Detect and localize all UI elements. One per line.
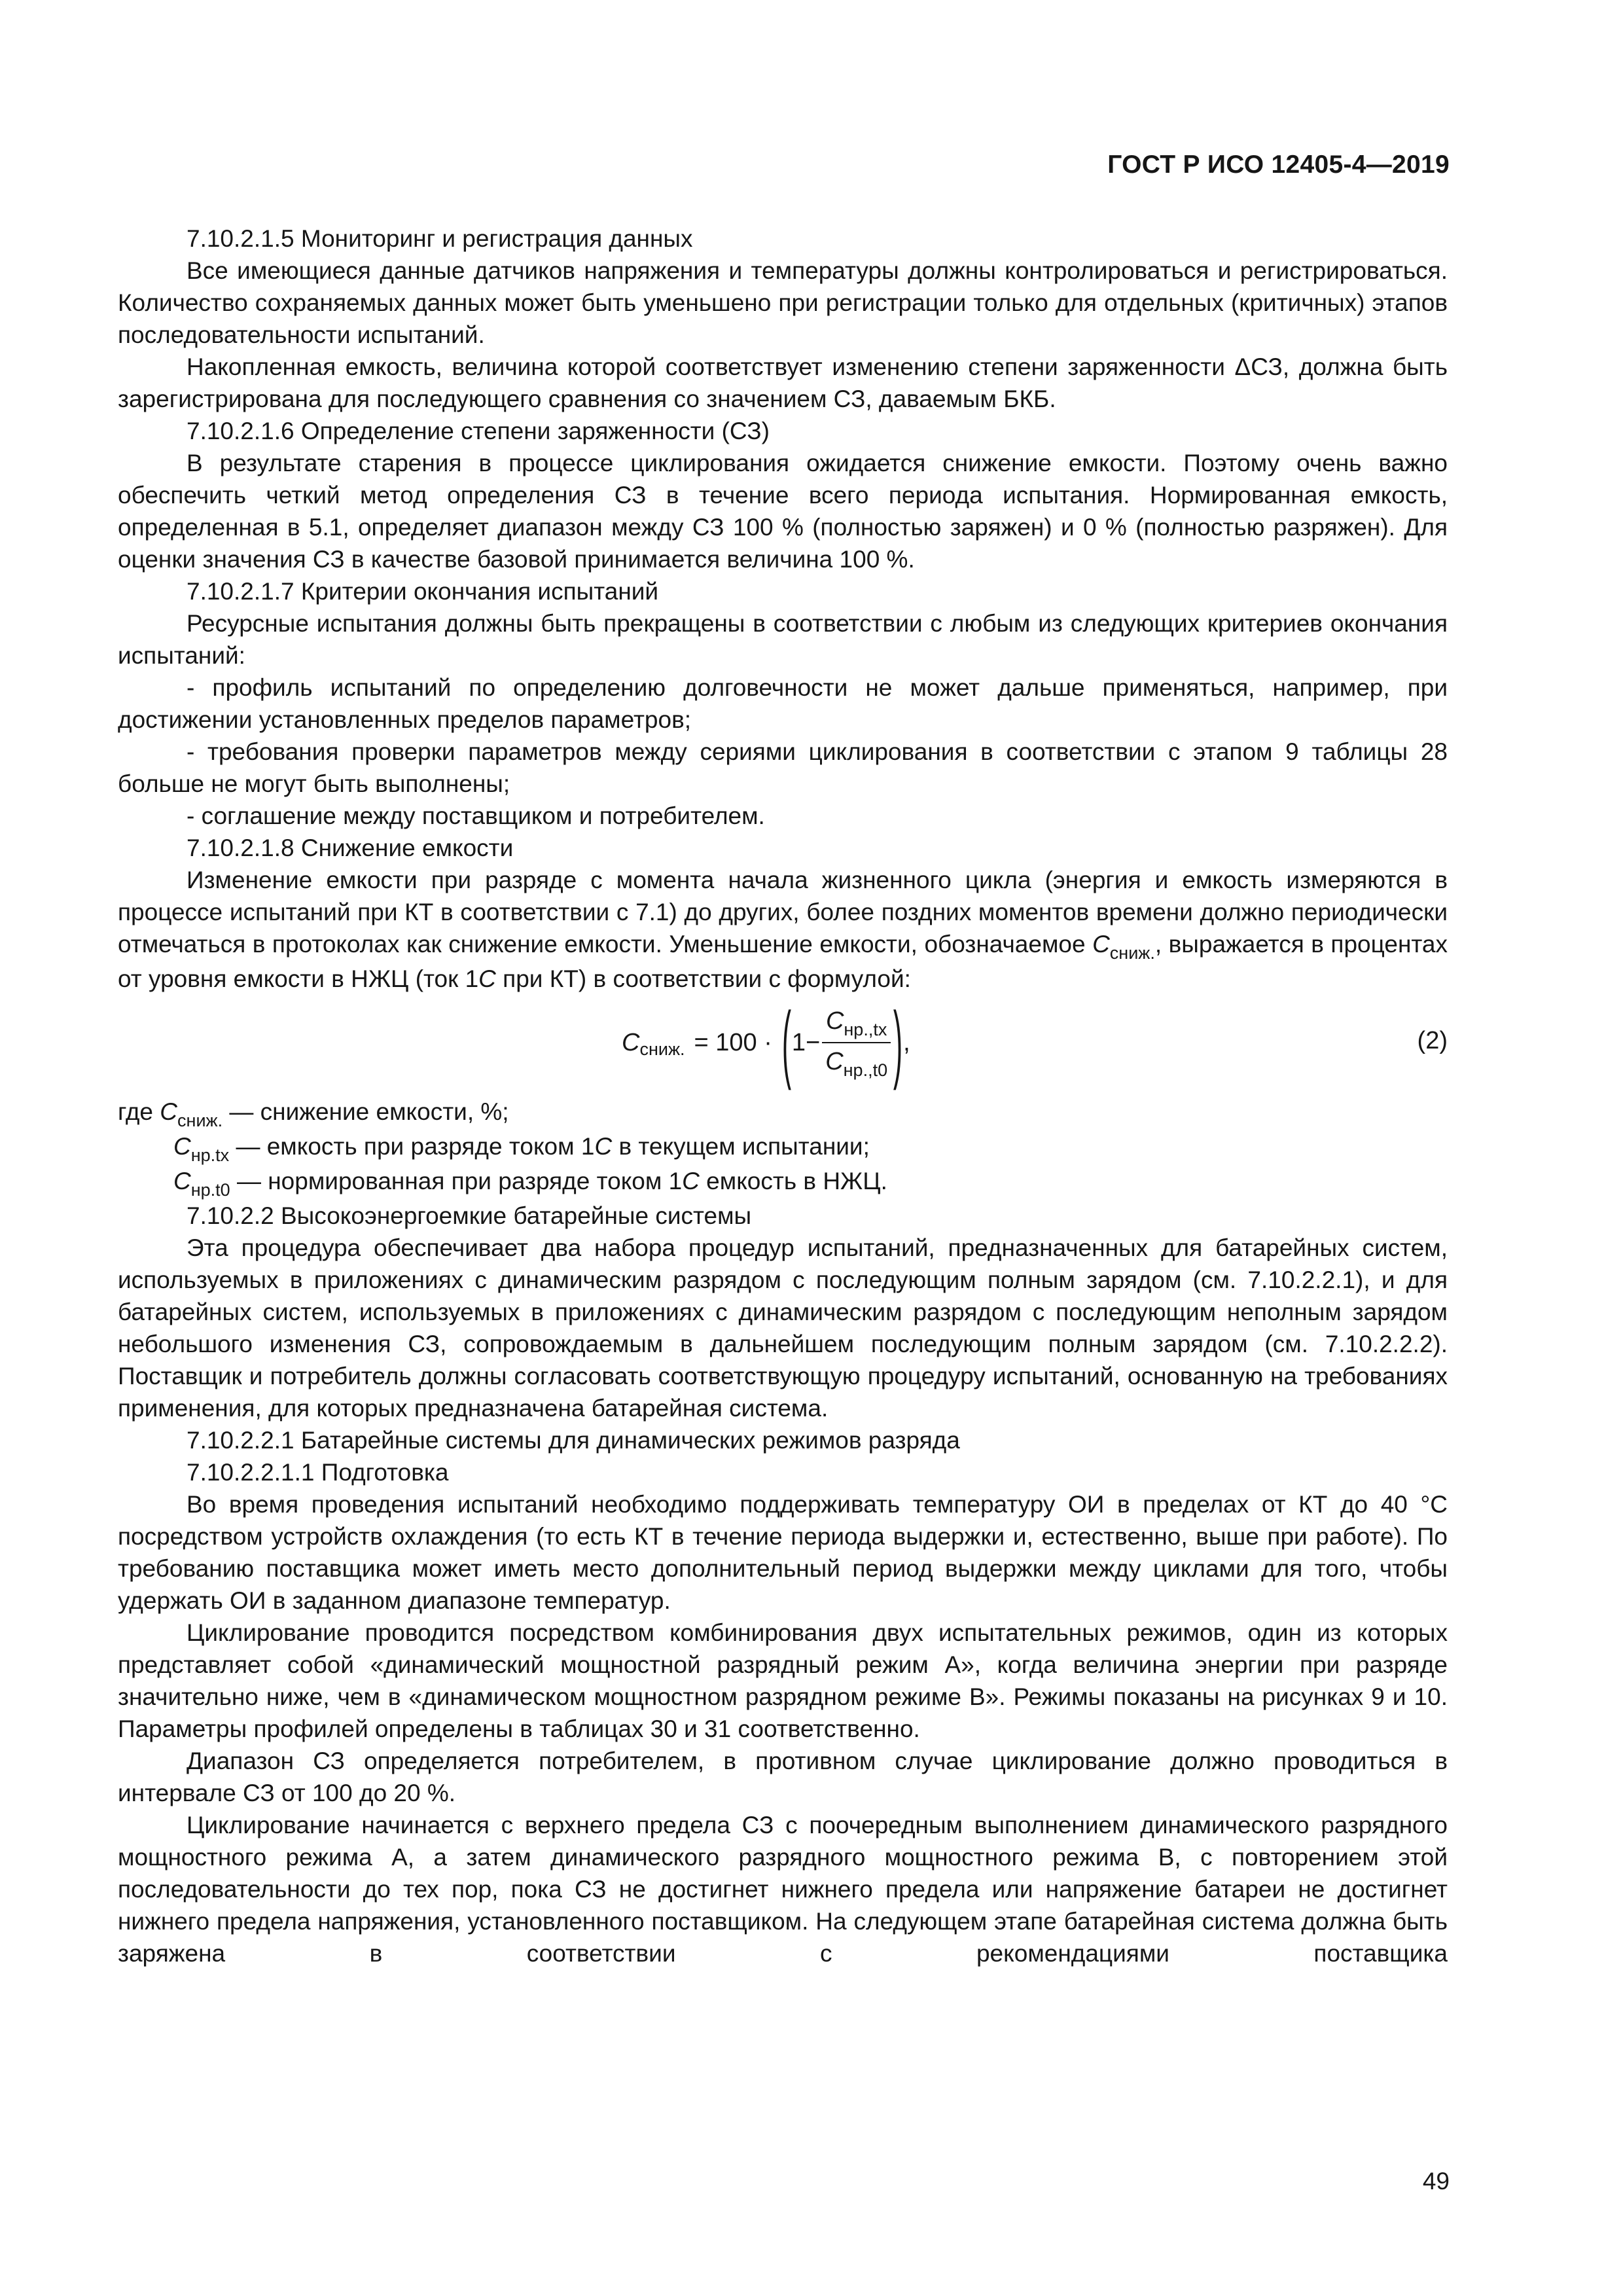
- formula-legend: [118, 1096, 1448, 1200]
- section-heading: 7.10.2.2.1 Батарейные системы для динамических режимов разряда: [187, 1427, 960, 1454]
- legend-symbol: C: [173, 1168, 191, 1194]
- legend-prefix: где: [118, 1098, 154, 1125]
- list-item: - профиль испытаний по определению долговечности не может дальше применяться, например, при достижении установленных пределов параметров;: [118, 674, 1448, 733]
- formula-expression: [622, 994, 910, 1090]
- legend-row: [118, 1130, 1448, 1165]
- standard-header: ГОСТ Р ИСО 12405-4—2019: [1107, 151, 1450, 179]
- paragraph-capacity-decrease: [118, 864, 1448, 995]
- section-heading: 7.10.2.2.1.1 Подготовка: [187, 1459, 449, 1486]
- legend-text: — емкость при разряде током 1: [229, 1133, 595, 1160]
- current-symbol: C: [478, 965, 496, 992]
- numerator-sub: нр.,tx: [844, 1020, 887, 1039]
- formula-trail: ,: [903, 1028, 910, 1056]
- paragraph: Эта процедура обеспечивает два набора процедур испытаний, предназначенных для батарейных систем, используемых в приложениях с динамическим разрядом с последующим полным зарядом (см. 7.10.2.2.1), и для батарейных систем, используемых в приложениях с динамическим разрядом с последующим неполным зарядом небольшого изменения СЗ, сопровождаемым в дальнейшем последующим полным зарядом (см. 7.10.2.2.2). Поставщик и потребитель должны согласовать соответствующую процедуру испытаний, основанную на требованиях применения, для которых предназначена батарейная система.: [118, 1234, 1448, 1422]
- legend-sub: нр.t0: [190, 1180, 230, 1200]
- paragraph-tail-end: при КТ) в соответствии с формулой:: [495, 965, 911, 992]
- legend-text: в текущем испытании;: [612, 1133, 870, 1160]
- legend-text: емкость в НЖЦ.: [699, 1168, 887, 1194]
- capacity-subscript: сниж.: [1109, 943, 1155, 963]
- list-item: - требования проверки параметров между сериями циклирования в соответствии с этапом 9 таблицы 28 больше не могут быть выполнены;: [118, 738, 1448, 797]
- legend-current-symbol: C: [594, 1133, 613, 1160]
- paragraph: В результате старения в процессе циклирования ожидается снижение емкости. Поэтому очень важно обеспечить четкий метод определения СЗ в течение всего периода испытания. Нормированная емкость, определенная в 5.1, определяет диапазон между СЗ 100 % (полностью заряжен) и 0 % (полностью разряжен). Для оценки значения СЗ в качестве базовой принимается величина 100 %.: [118, 450, 1448, 573]
- legend-text: — снижение емкости, %;: [223, 1098, 509, 1125]
- denominator-sub: нр.,t0: [843, 1060, 888, 1080]
- legend-symbol: C: [160, 1098, 178, 1125]
- paragraph-tail: , выражается в процентах от уровня емкости в НЖЦ (ток 1: [118, 931, 1448, 992]
- numerator-symbol: C: [825, 1007, 844, 1035]
- section-heading: 7.10.2.1.7 Критерии окончания испытаний: [187, 578, 659, 605]
- formula-equals: = 100 ·: [694, 1028, 772, 1056]
- formula-lhs-symbol: C: [622, 1028, 640, 1056]
- legend-sub: нр.tx: [190, 1145, 230, 1165]
- formula-one-minus: 1−: [791, 1028, 821, 1056]
- legend-row: [118, 1096, 1448, 1130]
- legend-symbol: C: [173, 1133, 191, 1160]
- paragraph: Накопленная емкость, величина которой соответствует изменению степени заряженности ΔСЗ, должна быть зарегистрирована для последующего сравнения со значением СЗ, даваемым БКБ.: [118, 353, 1448, 412]
- legend-sub: сниж.: [177, 1111, 223, 1130]
- legend-current-symbol: C: [682, 1168, 700, 1194]
- list-item: - соглашение между поставщиком и потребителем.: [187, 802, 765, 829]
- document-body: [118, 223, 1448, 1969]
- section-heading: 7.10.2.1.6 Определение степени заряженности (СЗ): [187, 418, 770, 444]
- paragraph: Диапазон СЗ определяется потребителем, в противном случае циклирование должно проводиться в интервале СЗ от 100 до 20 %.: [118, 1748, 1448, 1806]
- fraction-numerator: [822, 1005, 891, 1043]
- legend-text: — нормированная при разряде током 1: [230, 1168, 683, 1194]
- section-heading: 7.10.2.1.5 Мониторинг и регистрация данных: [187, 225, 693, 252]
- section-heading: 7.10.2.1.8 Снижение емкости: [187, 834, 514, 861]
- paragraph: Ресурсные испытания должны быть прекращены в соответствии с любым из следующих критериев окончания испытаний:: [118, 610, 1448, 669]
- paragraph: Во время проведения испытаний необходимо поддерживать температуру ОИ в пределах от КТ до 40 °С посредством устройств охлаждения (то есть КТ в течение периода выдержки и, естественно, выше при работе). По требованию поставщика может иметь место дополнительный период выдержки между циклами для того, чтобы удержать ОИ в заданном диапазоне температур.: [118, 1491, 1448, 1614]
- right-paren: ): [893, 994, 903, 1090]
- paragraph-text: Изменение емкости при разряде с момента начала жизненного цикла (энергия и емкость измеряются в процессе испытаний при КТ в соответствии с 7.1) до других, более поздних моментов времени должно периодически отмечаться в протоколах как снижение емкости. Уменьшение емкости, обозначаемое: [118, 867, 1448, 958]
- paragraph: Циклирование проводится посредством комбинирования двух испытательных режимов, один из которых представляет собой «динамический мощностной разрядный режим А», когда величина энергии при разряде значительно ниже, чем в «динамическом мощностном разрядном режиме В». Режимы показаны на рисунках 9 и 10. Параметры профилей определены в таблицах 30 и 31 соответственно.: [118, 1619, 1448, 1742]
- paragraph: Циклирование начинается с верхнего предела СЗ с поочередным выполнением динамического разрядного мощностного режима А, а затем динамического разрядного мощностного режима В, с повторением этой последовательности до тех пор, пока СЗ не достигнет нижнего предела или напряжение батареи не достигнет нижнего предела напряжения, установленного поставщиком. На следующем этапе батарейная система должна быть заряжена в соответствии с рекомендациями поставщика: [118, 1812, 1448, 1967]
- formula-2: [118, 994, 1448, 1090]
- section-heading: 7.10.2.2 Высокоэнергоемкие батарейные системы: [187, 1202, 752, 1229]
- fraction-denominator: [821, 1043, 891, 1080]
- paragraph: Все имеющиеся данные датчиков напряжения и температуры должны контролироваться и регистрироваться. Количество сохраняемых данных может быть уменьшено при регистрации только для отдельных (критичных) этапов последовательности испытаний.: [118, 257, 1448, 348]
- legend-row: [118, 1165, 1448, 1200]
- capacity-symbol: C: [1092, 931, 1110, 958]
- page-number: 49: [1422, 2168, 1450, 2195]
- left-paren: (: [781, 994, 791, 1090]
- formula-fraction: [821, 1005, 891, 1080]
- formula-lhs-sub: сниж.: [639, 1039, 685, 1059]
- formula-number: (2): [1417, 1027, 1448, 1054]
- denominator-symbol: C: [825, 1048, 844, 1075]
